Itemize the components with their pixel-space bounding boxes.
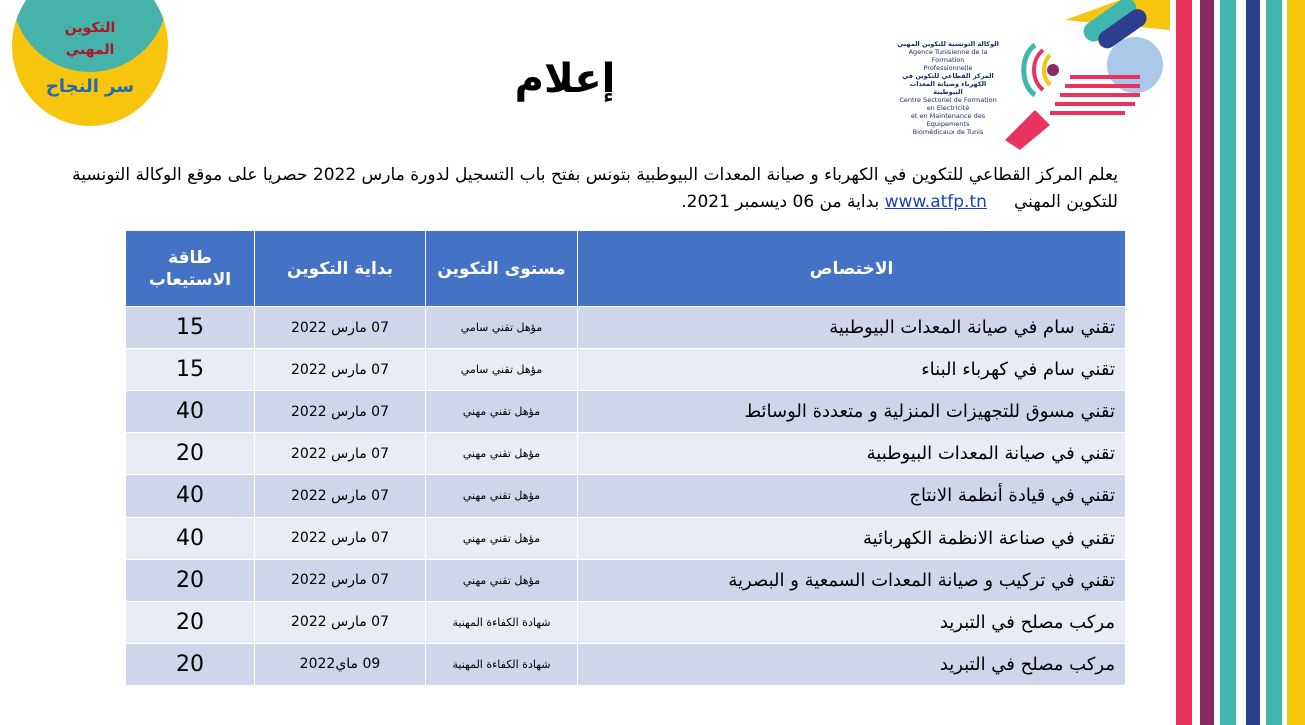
cell-start-date: 07 مارس 2022 xyxy=(255,601,426,643)
badge-top-shape xyxy=(12,0,168,72)
cell-level: مؤهل تقني مهني xyxy=(426,517,578,559)
badge-line-2: المهني xyxy=(65,42,115,58)
cell-start-date: 07 مارس 2022 xyxy=(255,307,426,349)
cell-level: مؤهل تقني سامي xyxy=(426,307,578,349)
cell-capacity: 15 xyxy=(126,349,255,391)
table-row xyxy=(126,349,1126,391)
decorative-stripe-teal xyxy=(1220,0,1236,725)
logo-center-french-1: Centre Sectoriel de Formation en Electricité xyxy=(899,96,997,112)
cell-start-date: 07 مارس 2022 xyxy=(255,475,426,517)
cell-level: مؤهل تقني مهني xyxy=(426,391,578,433)
page-title: إعلام xyxy=(514,56,616,102)
cell-level: شهادة الكفاءة المهنية xyxy=(426,601,578,643)
table-row xyxy=(126,601,1126,643)
decorative-stripe-yellow xyxy=(1287,0,1305,725)
cell-specialty: تقني في قيادة أنظمة الانتاج xyxy=(578,475,1126,517)
header-level: مستوى التكوين xyxy=(426,231,578,307)
cell-start-date: 07 مارس 2022 xyxy=(255,559,426,601)
decorative-stripe-pink xyxy=(1176,0,1192,725)
table-row xyxy=(126,517,1126,559)
cell-specialty: تقني سام في كهرباء البناء xyxy=(578,349,1126,391)
cell-specialty: تقني في صيانة المعدات البيوطبية xyxy=(578,433,1126,475)
announcement-line-2-start: للتكوين المهني xyxy=(1013,192,1118,212)
cell-capacity: 20 xyxy=(126,433,255,475)
cell-level: مؤهل تقني سامي xyxy=(426,349,578,391)
cell-start-date: 07 مارس 2022 xyxy=(255,433,426,475)
cell-specialty: تقني في صناعة الانظمة الكهربائية xyxy=(578,517,1126,559)
logo-agency-french-2: Professionnelle xyxy=(923,64,973,72)
table-row xyxy=(126,391,1126,433)
cell-capacity: 40 xyxy=(126,517,255,559)
table-header-row xyxy=(126,231,1126,307)
badge-slogan: سر النجاح xyxy=(45,76,135,97)
table-row xyxy=(126,475,1126,517)
table-row xyxy=(126,643,1126,685)
cell-start-date: 07 مارس 2022 xyxy=(255,391,426,433)
table-row xyxy=(126,559,1126,601)
logo-center-french-3: Biomédicaux de Tunis xyxy=(912,128,984,136)
cell-specialty: تقني سام في صيانة المعدات البيوطبية xyxy=(578,307,1126,349)
cell-specialty: مركب مصلح في التبريد xyxy=(578,643,1126,685)
announcement-line-1: يعلم المركز القطاعي للتكوين في الكهرباء و صيانة المعدات البيوطبية بتونس بفتح باب التسجيل لدورة مارس 2022 حصريا على موقع الوكالة التونسية xyxy=(72,165,1118,185)
agency-logo-icon xyxy=(995,0,1170,150)
badge-line-1: التكوين xyxy=(64,20,116,36)
announcement-text xyxy=(18,162,1118,216)
agency-logo-text xyxy=(896,40,1000,136)
cell-level: مؤهل تقني مهني xyxy=(426,475,578,517)
table-row xyxy=(126,433,1126,475)
slogan-badge xyxy=(12,0,168,126)
cell-capacity: 20 xyxy=(126,601,255,643)
atfp-website-link[interactable]: www.atfp.tn xyxy=(884,192,987,212)
cell-capacity: 20 xyxy=(126,643,255,685)
decorative-stripe-purple xyxy=(1200,0,1214,725)
header-capacity: طاقة الاستيعاب xyxy=(126,231,255,307)
logo-agency-arabic: الوكالة التونسية للتكوين المهني xyxy=(897,40,999,48)
logo-agency-french-1: Agence Tunisienne de la Formation xyxy=(908,48,988,64)
cell-capacity: 40 xyxy=(126,391,255,433)
cell-start-date: 09 ماي2022 xyxy=(255,643,426,685)
cell-capacity: 15 xyxy=(126,307,255,349)
decorative-stripe-teal-2 xyxy=(1266,0,1282,725)
cell-specialty: تقني في تركيب و صيانة المعدات السمعية و البصرية xyxy=(578,559,1126,601)
specialties-table xyxy=(125,230,1126,686)
cell-level: شهادة الكفاءة المهنية xyxy=(426,643,578,685)
cell-capacity: 20 xyxy=(126,559,255,601)
announcement-line-2-end: بداية من 06 ديسمبر 2021. xyxy=(681,192,880,212)
cell-start-date: 07 مارس 2022 xyxy=(255,349,426,391)
cell-level: مؤهل تقني مهني xyxy=(426,433,578,475)
header-start-date: بداية التكوين xyxy=(255,231,426,307)
cell-start-date: 07 مارس 2022 xyxy=(255,517,426,559)
cell-specialty: مركب مصلح في التبريد xyxy=(578,601,1126,643)
cell-level: مؤهل تقني مهني xyxy=(426,559,578,601)
cell-specialty: تقني مسوق للتجهيزات المنزلية و متعددة الوسائط xyxy=(578,391,1126,433)
cell-capacity: 40 xyxy=(126,475,255,517)
logo-center-arabic: المركز القطاعي للتكوين في الكهرباء وصيانة المعدات البيوطبية xyxy=(902,72,994,96)
decorative-stripe-navy xyxy=(1246,0,1260,725)
announcement-line-2 xyxy=(18,189,1118,216)
table-row xyxy=(126,307,1126,349)
logo-center-french-2: et en Maintenance des Equipements xyxy=(910,112,986,128)
header-specialty: الاختصاص xyxy=(578,231,1126,307)
